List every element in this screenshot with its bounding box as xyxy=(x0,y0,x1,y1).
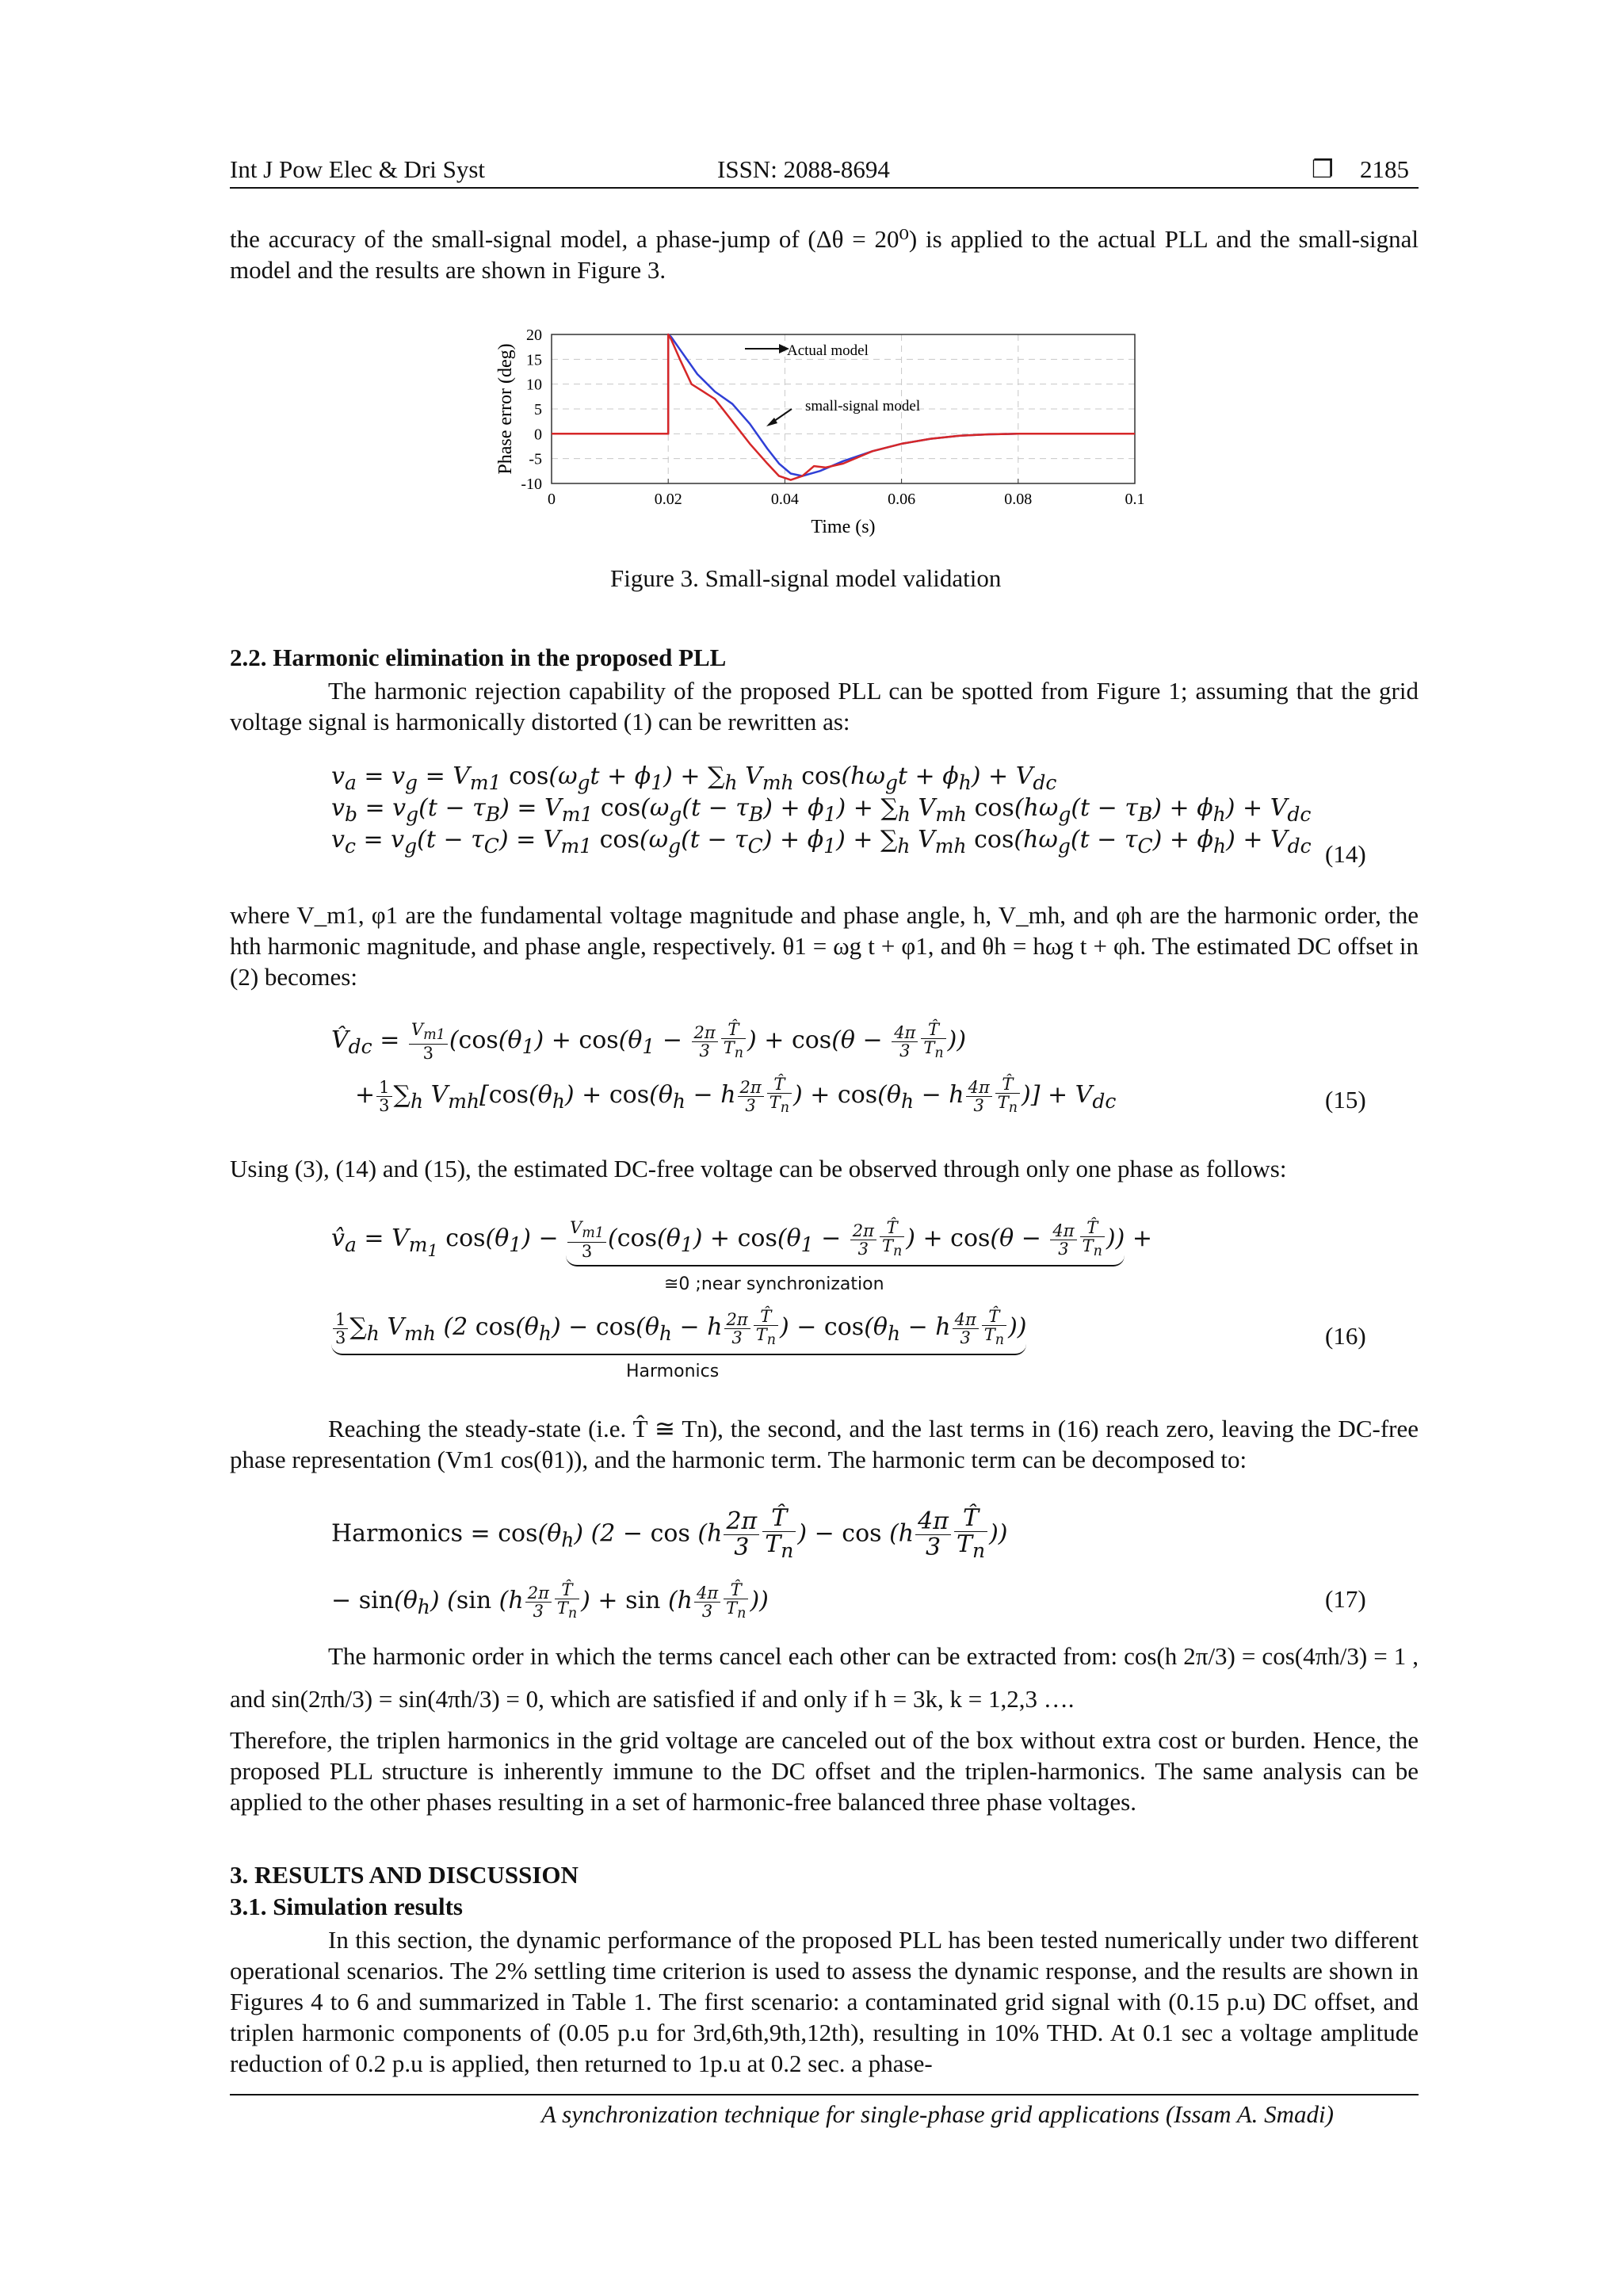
harmonic-order-paragraph: The harmonic order in which the terms cancel each other can be extracted from: cos(h 2π/3) = cos(4πh/3) = 1 , and sin(2πh/3) = sin(4πh/3) = 0, which are satisfied if and only if h = 3k, k = 1,2,3 …. xyxy=(230,1642,1419,1713)
section22-paragraph: The harmonic rejection capability of the proposed PLL can be spotted from Figure 1; assuming that the grid voltage signal is harmonically distorted (1) can be rewritten as: xyxy=(230,677,1419,735)
y-tick-label: -5 xyxy=(529,450,542,468)
near-sync-label: ≅0 ;near synchronization xyxy=(664,1274,884,1294)
y-tick-labels xyxy=(521,327,542,493)
x-tick-label: 0.08 xyxy=(1004,491,1033,508)
x-tick-labels xyxy=(548,491,1145,508)
eq14-line2: $v_b = v_g(t - \tau_B) = V_{m1}$ $\cos(\omega_g(t - \tau_B) + \phi_1) + \sum_h$ $V_{mh}$ $\cos(h\omega_g(t - \tau_B) + \phi_h) + V_{dc}$ xyxy=(331,794,1312,826)
x-tick-label: 0.1 xyxy=(1125,491,1145,508)
annotation-actual: Actual model xyxy=(787,342,869,359)
harmonics-label: Harmonics xyxy=(626,1362,720,1381)
reaching-paragraph: Reaching the steady-state (i.e. T̂ ≅ Tn), the second, and the last terms in (16) reach zero, leaving the DC-free phase representation (Vm1 cos(θ1)), and the harmonic term. The harmonic term can be decomposed to: xyxy=(230,1415,1419,1473)
journal-name: Int J Pow Elec & Dri Syst xyxy=(230,155,486,183)
eq17-line1: Harmonics = $\cos(\theta_h) (2 - \cos (h$ $\frac{2\pi}{3}$ $\frac{T̂}{T_n}$ ) − cos (h $\frac{4\pi}{3}$ $\frac{T̂}{T_n}$ )) xyxy=(331,1504,1008,1562)
y-tick-label: 0 xyxy=(534,426,542,444)
x-tick-label: 0.04 xyxy=(770,491,799,508)
annotation-small: small-signal model xyxy=(805,398,921,415)
eq16-number: (16) xyxy=(1325,1322,1366,1350)
x-tick-label: 0 xyxy=(548,491,556,508)
section-heading-3: 3. RESULTS AND DISCUSSION xyxy=(230,1861,579,1889)
eq16-line2: $\frac{1}{3}$ $\sum_h$ $V_{mh}$ (2 $\cos(\theta_h) - \cos(\theta_h - h$ $\frac{2\pi}{3}$ $\frac{T̂}{T_n}$ ) − $\cos(\theta_h - h$ $\frac{4\pi}{3}$ $\frac{T̂}{T_n}$ )) xyxy=(331,1308,1026,1355)
where-paragraph: where V_m1, φ1 are the fundamental voltage magnitude and phase angle, h, V_mh, and φh are the harmonic order, the hth harmonic magnitude, and phase angle, respectively. θ1 = ωg t + φ1, and θh = hωg t + φh. The estimated DC offset in (2) becomes: xyxy=(230,901,1419,991)
page-number: 2185 xyxy=(1360,155,1409,183)
section3-paragraph: In this section, the dynamic performance of the proposed PLL has been tested numerically under two different operational scenarios. The 2% settling time criterion is used to assess the dynamic response, and the results are shown in Figures 4 to 6 and summarized in Table 1. The first scenario: a contaminated grid signal with (0.15 p.u) DC offset, and triplen harmonic components of (0.05 p.u for 3rd,6th,9th,12th), resulting in 10% THD. At 0.1 sec a voltage amplitude reduction of 0.2 p.u is applied, then returned to 1p.u at 0.2 sec. a phase- xyxy=(230,1926,1419,2077)
eq17-number: (17) xyxy=(1325,1585,1366,1613)
footer-rule xyxy=(230,2094,1419,2095)
eq15-number: (15) xyxy=(1325,1086,1366,1114)
eq15-line1: $V̂_{dc}$ = $\frac{V_{m1}}{3}$ ($\cos(\theta_1) + \cos(\theta_1$ − $\frac{2\pi}{3}$ $\frac{T̂}{T_n}$ ) + cos(θ − $\frac{4\pi}{3}$ $\frac{T̂}{T_n}$ )) xyxy=(331,1020,967,1064)
issn: ISSN: 2088-8694 xyxy=(717,155,890,183)
eq14-line1: $v_a = v_g = V_{m1}$ $\cos(\omega_gt + \phi_1) + \sum_h$ $V_{mh}$ $\cos(h\omega_gt + \phi_h) + V_{dc}$ xyxy=(331,762,1057,794)
footer-text: A synchronization technique for single-phase grid applications (Issam A. Smadi) xyxy=(541,2100,1334,2128)
y-tick-label: -10 xyxy=(521,476,542,493)
y-tick-label: 5 xyxy=(534,401,542,418)
intro-paragraph: the accuracy of the small-signal model, a phase-jump of (Δθ = 20⁰) is applied to the actual PLL and the small-signal model and the results are shown in Figure 3. xyxy=(230,225,1419,284)
y-axis-label: Phase error (deg) xyxy=(495,343,516,475)
x-tick-label: 0.06 xyxy=(888,491,916,508)
eq14-line3: $v_c = v_g(t - \tau_C) = V_{m1}$ $\cos(\omega_g(t - \tau_C) + \phi_1) + \sum_h$ $V_{mh}$ $\cos(h\omega_g(t - \tau_C) + \phi_h) + V_{dc}$ xyxy=(331,826,1312,858)
eq17-line2: − $\sin(\theta_h)$ (sin (h $\frac{2\pi}{3}$ $\frac{T̂}{T_n}$ ) + sin (h $\frac{4\pi}{3}$ $\frac{T̂}{T_n}$ )) xyxy=(331,1580,769,1622)
eq14-number: (14) xyxy=(1325,840,1366,868)
y-tick-label: 15 xyxy=(526,351,542,369)
x-axis-label: Time (s) xyxy=(811,517,876,537)
using-paragraph: Using (3), (14) and (15), the estimated DC-free voltage can be observed through only one phase as follows: xyxy=(230,1155,1287,1182)
section-heading-3-1: 3.1. Simulation results xyxy=(230,1893,463,1920)
header-rule xyxy=(230,187,1419,189)
eq15-line2: + $\frac{1}{3}$ $\sum_h$ $V_{mh}[\cos(\theta_h) + \cos(\theta_h - h$ $\frac{2\pi}{3}$ $\frac{T̂}{T_n}$ ) + $\cos(\theta_h - h$ $\frac{4\pi}{3}$ $\frac{T̂}{T_n}$ )] + $V_{dc}$ xyxy=(355,1075,1117,1117)
eq16-line1: $v̂_a = V_{m_1}$ $\cos(\theta_1)$ − $\frac{V_{m1}}{3}$ ($\cos(\theta_1) + \cos(\theta_1$ − $\frac{2\pi}{3}$ $\frac{T̂}{T_n}$ ) + cos(θ − $\frac{4\pi}{3}$ $\frac{T̂}{T_n}$ )) + xyxy=(331,1219,1152,1266)
y-tick-label: 10 xyxy=(526,376,542,394)
therefore-paragraph: Therefore, the triplen harmonics in the grid voltage are canceled out of the box without extra cost or burden. Hence, the proposed PLL structure is inherently immune to the DC offset and the triplen-harmonics. The same analysis can be applied to the other phases resulting in a set of harmonic-free balanced three phase voltages. xyxy=(230,1726,1419,1816)
box-icon: ❐ xyxy=(1312,155,1334,183)
x-tick-label: 0.02 xyxy=(654,491,682,508)
figure3-caption: Figure 3. Small-signal model validation xyxy=(610,564,1002,592)
section-heading-2-2: 2.2. Harmonic elimination in the proposed PLL xyxy=(230,644,727,671)
y-tick-label: 20 xyxy=(526,327,542,344)
figure3-chart xyxy=(475,317,1173,555)
